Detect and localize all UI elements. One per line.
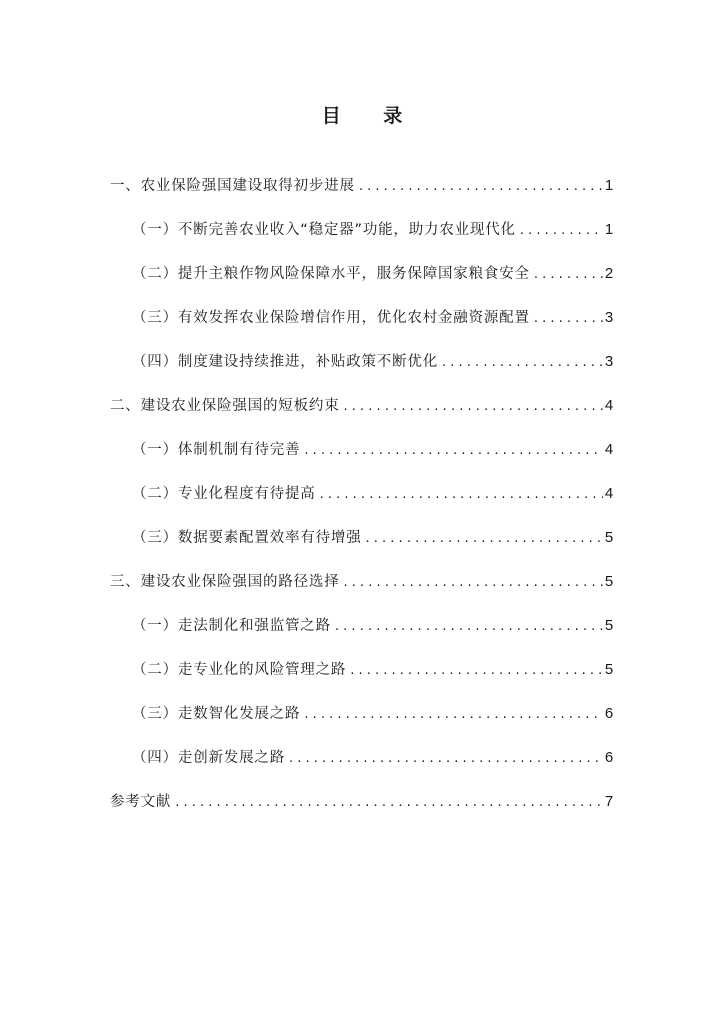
toc-entry[interactable] [110,260,614,304]
toc-dot-leader [534,305,603,333]
toc-entry[interactable] [110,788,614,832]
toc-page-number: 4 [604,441,614,458]
toc-entry[interactable] [110,656,614,700]
toc-entry[interactable] [110,348,614,392]
toc-page-number: 5 [604,573,614,590]
toc-entry[interactable] [110,524,614,568]
toc-dot-leader [175,789,603,817]
toc-page-number: 5 [604,617,614,634]
toc-page-number: 5 [604,529,614,546]
toc-dot-leader [366,525,603,553]
toc-entry[interactable] [110,436,614,480]
toc-entry-text: 二、建设农业保险强国的短板约束 [110,398,340,414]
toc-page-number: 3 [604,309,614,326]
toc-page-number: 6 [604,749,614,766]
toc-page-number: 4 [604,485,614,502]
toc-entry-text: （二）专业化程度有待提高 [132,486,316,502]
toc-entry-text: 三、建设农业保险强国的路径选择 [110,574,340,590]
toc-dot-leader [289,745,603,773]
toc-page-number: 7 [604,793,614,810]
toc-dot-leader [304,701,603,729]
toc-dot-leader [359,173,603,201]
toc-entry-text: （三）走数智化发展之路 [132,706,301,722]
toc-page-number: 2 [604,265,614,282]
toc-page-number: 4 [604,397,614,414]
toc-entry[interactable] [110,700,614,744]
toc-dot-leader [534,261,603,289]
toc-dot-leader [442,349,603,377]
toc-entry[interactable] [110,392,614,436]
toc-entry[interactable] [110,216,614,260]
toc-page-number: 3 [604,353,614,370]
toc-entry-text: 参考文献 [110,794,172,810]
toc-page-number: 1 [604,177,614,194]
toc-dot-leader [520,217,603,245]
toc-entry[interactable] [110,568,614,612]
toc-list [110,172,614,832]
toc-dot-leader [304,437,603,465]
toc-entry-text: （一）走法制化和强监管之路 [132,618,331,634]
toc-entry-text: （二）走专业化的风险管理之路 [132,662,347,678]
toc-dot-leader [350,657,603,685]
toc-dot-leader [344,393,603,421]
toc-entry-text: （一）体制机制有待完善 [132,442,301,458]
toc-entry[interactable] [110,744,614,788]
toc-page-number: 6 [604,705,614,722]
toc-entry-text: （四）走创新发展之路 [132,750,285,766]
toc-entry-text: （二）提升主粮作物风险保障水平，服务保障国家粮食安全 [132,266,530,282]
toc-entry[interactable] [110,612,614,656]
toc-entry-text: （三）数据要素配置效率有待增强 [132,530,362,546]
toc-entry[interactable] [110,172,614,216]
toc-entry[interactable] [110,304,614,348]
toc-page-number: 1 [604,221,614,238]
toc-title: 目 录 [321,105,421,127]
toc-entry-text: （三）有效发挥农业保险增信作用，优化农村金融资源配置 [132,310,530,326]
toc-dot-leader [320,481,603,509]
toc-entry-text: 一、农业保险强国建设取得初步进展 [110,178,355,194]
toc-entry-text: （一）不断完善农业收入“稳定器”功能，助力农业现代化 [132,222,516,238]
toc-dot-leader [344,569,603,597]
toc-entry[interactable] [110,480,614,524]
toc-page-number: 5 [604,661,614,678]
toc-entry-text: （四）制度建设持续推进，补贴政策不断优化 [132,354,438,370]
toc-dot-leader [335,613,603,641]
